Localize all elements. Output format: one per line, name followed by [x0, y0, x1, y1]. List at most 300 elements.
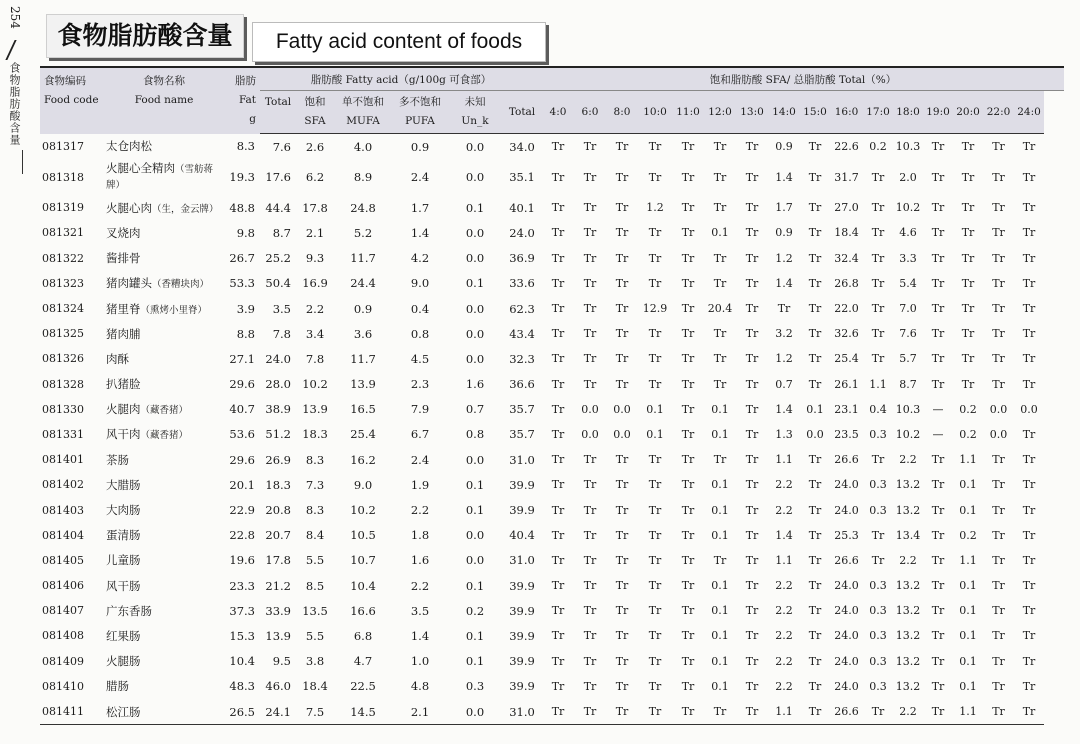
food-code-cell: 081319 — [42, 201, 84, 215]
sfa-component-cell: 0.3 — [869, 679, 887, 693]
sfa-component-cell: 0.1 — [711, 629, 729, 643]
sfa-component-cell: Tr — [745, 604, 759, 618]
pufa-cell: 6.7 — [410, 427, 430, 442]
mufa-cell: 25.4 — [350, 427, 376, 442]
sfa-component-cell: 26.6 — [834, 453, 859, 467]
sfa-cell: 7.5 — [296, 699, 334, 725]
pufa-cell: 9.0 — [410, 276, 430, 291]
sfa-cell: 18.4 — [302, 679, 328, 694]
sfa-component-cell: 0.3 — [869, 503, 887, 517]
sfa-component-cell: Tr — [863, 699, 893, 725]
pufa-cell: 0.8 — [410, 326, 430, 341]
sfa-component-cell: Tr — [992, 226, 1005, 240]
sfa-component-cell: Tr — [992, 377, 1005, 391]
total-fatty-acid-cell: 17.8 — [265, 553, 291, 568]
food-code-cell: 081406 — [42, 579, 84, 593]
sfa-component-cell: Tr — [871, 170, 885, 184]
sfa-component-cell: 13.2 — [895, 604, 921, 618]
sfa-component-cell: Tr — [615, 478, 629, 492]
sfa-total-percent-cell: 39.9 — [509, 503, 535, 518]
pufa-cell: 2.2 — [410, 503, 430, 518]
fat-cell: 22.9 — [229, 503, 255, 518]
sfa-component-cell: Tr — [736, 699, 768, 725]
sfa-total-percent-cell: 35.7 — [509, 427, 535, 442]
separator-slash — [5, 40, 16, 60]
unknown-cell: 0.1 — [465, 578, 485, 593]
fat-cell: 8.8 — [236, 326, 255, 341]
food-code-cell: 081328 — [42, 377, 84, 391]
food-name: 腊肠 — [106, 679, 129, 694]
sfa-component-cell: Tr — [1022, 427, 1036, 441]
food-name-cell — [104, 649, 224, 674]
unknown-cell: 0.0 — [465, 170, 485, 185]
table-row — [40, 523, 1064, 548]
total-fatty-acid-cell: 3.5 — [272, 301, 291, 316]
mufa-cell: 16.2 — [350, 452, 376, 467]
side-divider — [22, 150, 23, 174]
sfa-component-cell: 25.4 — [834, 352, 859, 366]
fat-cell: 15.3 — [229, 628, 255, 643]
sfa-component-cell: Tr — [583, 352, 597, 366]
page-side-strip — [0, 0, 34, 744]
pufa-cell: 1.4 — [410, 225, 430, 240]
fat-cell: 8.3 — [236, 139, 255, 154]
unknown-cell: 0.0 — [465, 452, 485, 467]
sfa-component-cell: Tr — [713, 352, 727, 366]
sfa-component-cell: Tr — [931, 579, 945, 593]
food-name-cell — [104, 447, 224, 472]
food-code-cell: 081321 — [42, 226, 84, 240]
sfa-component-cell: Tr — [1022, 352, 1036, 366]
food-name-cell — [104, 548, 224, 573]
sfa-component-cell: Tr — [1022, 579, 1036, 593]
sfa-component-cell: 23.1 — [834, 402, 859, 416]
header-fatty-acid-group: 脂肪酸 Fatty acid（g/100g 可食部） — [260, 67, 542, 91]
food-name: 火腿心肉 — [106, 200, 152, 215]
food-name-cell — [104, 397, 224, 422]
total-fatty-acid-cell: 7.8 — [272, 326, 291, 341]
sfa-component-cell: Tr — [648, 226, 662, 240]
unknown-cell: 0.0 — [465, 528, 485, 543]
sfa-component-cell: Tr — [931, 327, 945, 341]
food-name-cell — [104, 159, 224, 195]
sfa-component-cell: Tr — [745, 402, 759, 416]
sfa-component-cell: Tr — [1022, 654, 1036, 668]
header-c8-0: 8:0 — [606, 91, 638, 134]
sfa-component-cell: 3.3 — [899, 251, 917, 265]
sfa-component-cell: Tr — [583, 201, 597, 215]
sfa-component-cell: Tr — [681, 528, 695, 542]
food-name: 猪肉罐头 — [106, 276, 152, 291]
sfa-component-cell: Tr — [808, 478, 822, 492]
table-row — [40, 246, 1064, 271]
food-name: 叉烧肉 — [106, 225, 141, 240]
header-c4-0: 4:0 — [542, 91, 574, 134]
sfa-component-cell: 2.2 — [775, 579, 793, 593]
sfa-component-cell: Tr — [681, 377, 695, 391]
sfa-component-cell: Tr — [551, 251, 565, 265]
sfa-component-cell: Tr — [551, 503, 565, 517]
sfa-component-cell: Tr — [615, 276, 629, 290]
sfa-component-cell: 0.2 — [959, 402, 977, 416]
unknown-cell: 0.3 — [465, 679, 485, 694]
table-row — [40, 598, 1064, 623]
pufa-cell: 1.0 — [410, 654, 430, 669]
table-row — [40, 346, 1064, 371]
sfa-component-cell: 31.7 — [834, 170, 859, 184]
sfa-component-cell: Tr — [931, 377, 945, 391]
sfa-cell: 5.5 — [305, 628, 325, 643]
sfa-component-cell: Tr — [583, 302, 597, 316]
sfa-component-cell: Tr — [808, 654, 822, 668]
sfa-component-cell: 2.2 — [775, 679, 793, 693]
sfa-component-cell: 1.1 — [775, 553, 793, 567]
sfa-component-cell: 2.2 — [775, 629, 793, 643]
fat-cell: 40.7 — [229, 402, 255, 417]
sfa-component-cell: 0.1 — [711, 427, 729, 441]
sfa-component-cell: Tr — [808, 629, 822, 643]
sfa-component-cell: Tr — [745, 503, 759, 517]
sfa-component-cell: Tr — [551, 302, 565, 316]
mufa-cell: 11.7 — [350, 351, 376, 366]
sfa-component-cell: Tr — [961, 302, 975, 316]
sfa-component-cell: 2.2 — [775, 604, 793, 618]
total-fatty-acid-cell: 21.2 — [265, 578, 291, 593]
sfa-component-cell: Tr — [745, 427, 759, 441]
unknown-cell: 0.0 — [465, 351, 485, 366]
fat-cell: 27.1 — [229, 351, 255, 366]
sfa-cell: 8.4 — [305, 528, 325, 543]
sfa-component-cell: Tr — [992, 201, 1005, 215]
sfa-component-cell: 0.0 — [581, 402, 599, 416]
total-fatty-acid-cell: 38.9 — [265, 402, 291, 417]
food-code-cell: 081317 — [42, 139, 84, 153]
sfa-component-cell: Tr — [931, 140, 945, 154]
sfa-component-cell: 10.3 — [895, 402, 921, 416]
sfa-total-percent-cell: 31.0 — [509, 452, 535, 467]
header-c14-0: 14:0 — [768, 91, 800, 134]
sfa-component-cell: Tr — [583, 679, 597, 693]
food-name-cell — [104, 296, 224, 321]
food-name: 风干肠 — [106, 578, 141, 593]
header-c15-0: 15:0 — [800, 91, 830, 134]
fat-cell: 19.6 — [229, 553, 255, 568]
header-c13-0: 13:0 — [736, 91, 768, 134]
sfa-component-cell: 20.4 — [707, 302, 733, 316]
sfa-component-cell: 24.0 — [834, 478, 859, 492]
sfa-component-cell: Tr — [931, 170, 945, 184]
sfa-component-cell: 13.2 — [895, 503, 921, 517]
sfa-component-cell: Tr — [704, 699, 736, 725]
fat-cell: 29.6 — [229, 377, 255, 392]
table-row — [40, 372, 1064, 397]
sfa-component-cell: 0.1 — [711, 402, 729, 416]
sfa-component-cell: Tr — [713, 327, 727, 341]
food-name: 蛋清肠 — [106, 528, 141, 543]
food-name-cell — [104, 220, 224, 245]
sfa-component-cell: Tr — [551, 276, 565, 290]
mufa-cell: 10.5 — [350, 528, 376, 543]
sfa-component-cell: Tr — [745, 377, 759, 391]
unknown-cell: 0.7 — [465, 402, 485, 417]
sfa-cell: 7.8 — [305, 351, 325, 366]
sfa-component-cell: 2.2 — [899, 553, 917, 567]
food-name-note: （香糟块肉） — [152, 279, 210, 291]
fat-cell: 48.8 — [229, 200, 255, 215]
sfa-component-cell: Tr — [648, 453, 662, 467]
food-name-cell — [104, 321, 224, 346]
sfa-component-cell: Tr — [871, 226, 885, 240]
food-name-cell — [104, 497, 224, 522]
sfa-component-cell: Tr — [1022, 629, 1036, 643]
pufa-cell: 4.8 — [410, 679, 430, 694]
sfa-total-percent-cell: 24.0 — [509, 225, 535, 240]
sfa-component-cell: 0.1 — [806, 402, 824, 416]
sfa-component-cell: 1.2 — [775, 251, 793, 265]
sfa-component-cell: Tr — [961, 276, 975, 290]
header-c22-0: 22:0 — [983, 91, 1014, 134]
sfa-component-cell: Tr — [1022, 201, 1036, 215]
fat-cell: 22.8 — [229, 528, 255, 543]
sfa-component-cell: Tr — [551, 377, 565, 391]
sfa-component-cell: Tr — [961, 352, 975, 366]
header-c18-0: 18:0 — [893, 91, 923, 134]
sfa-component-cell: Tr — [931, 553, 945, 567]
sfa-component-cell: Tr — [923, 699, 953, 725]
sfa-component-cell: Tr — [713, 140, 727, 154]
food-code-cell: 081323 — [42, 276, 84, 290]
header-c6-0: 6:0 — [574, 91, 606, 134]
sfa-component-cell: Tr — [808, 170, 822, 184]
food-name-cell — [104, 699, 224, 725]
sfa-component-cell: Tr — [648, 276, 662, 290]
pufa-cell: 4.2 — [410, 251, 430, 266]
sfa-component-cell: 0.3 — [869, 579, 887, 593]
food-code-cell: 081411 — [40, 699, 104, 725]
sfa-total-percent-cell: 39.9 — [509, 628, 535, 643]
pufa-cell: 2.1 — [392, 699, 448, 725]
sfa-component-cell: Tr — [808, 553, 822, 567]
header-c12-0: 12:0 — [704, 91, 736, 134]
sfa-component-cell: Tr — [777, 302, 791, 316]
sfa-component-cell: 2.2 — [775, 503, 793, 517]
sfa-component-cell: Tr — [992, 478, 1005, 492]
sfa-component-cell: Tr — [992, 453, 1005, 467]
unknown-cell: 0.0 — [465, 553, 485, 568]
food-name: 酱排骨 — [106, 251, 141, 266]
sfa-component-cell: Tr — [551, 170, 565, 184]
sfa-component-cell: Tr — [615, 629, 629, 643]
sfa-component-cell: Tr — [681, 478, 695, 492]
fat-cell: 10.4 — [229, 654, 255, 669]
sfa-total-percent-cell: 39.9 — [509, 679, 535, 694]
unknown-cell: 0.1 — [465, 477, 485, 492]
sfa-cell: 7.3 — [305, 477, 325, 492]
fat-cell: 37.3 — [229, 603, 255, 618]
sfa-component-cell: Tr — [961, 327, 975, 341]
sfa-component-cell: 1.1 — [959, 553, 977, 567]
food-name: 大肉肠 — [106, 503, 141, 518]
header-food-name: 食物名称 Food name — [104, 67, 224, 134]
pufa-cell: 4.5 — [410, 351, 430, 366]
page-number: 254 — [8, 6, 22, 29]
sfa-component-cell: Tr — [583, 503, 597, 517]
sfa-component-cell: Tr — [615, 679, 629, 693]
sfa-component-cell: Tr — [1022, 528, 1036, 542]
sfa-component-cell: 10.2 — [895, 201, 921, 215]
fat-cell: 19.3 — [229, 170, 255, 185]
sfa-component-cell: Tr — [615, 528, 629, 542]
food-code-cell: 081330 — [42, 402, 84, 416]
mufa-cell: 16.5 — [350, 402, 376, 417]
sfa-component-cell: 1.1 — [869, 377, 887, 391]
sfa-component-cell: 0.0 — [613, 427, 631, 441]
sfa-component-cell: Tr — [871, 302, 885, 316]
food-name: 猪肉脯 — [106, 326, 141, 341]
sfa-component-cell: Tr — [681, 579, 695, 593]
sfa-component-cell: 0.1 — [646, 402, 664, 416]
sfa-component-cell: Tr — [745, 679, 759, 693]
sfa-cell: 2.1 — [305, 225, 325, 240]
sfa-cell: 13.9 — [302, 402, 328, 417]
total-fatty-acid-cell: 51.2 — [265, 427, 291, 442]
sfa-component-cell: Tr — [681, 654, 695, 668]
header-pufa: 多不饱和 PUFA — [392, 91, 448, 134]
sfa-component-cell: 22.6 — [834, 140, 859, 154]
sfa-component-cell: Tr — [808, 140, 822, 154]
sfa-total-percent-cell: 35.7 — [509, 402, 535, 417]
sfa-cell: 9.3 — [305, 251, 325, 266]
sfa-total-percent-cell: 39.9 — [509, 654, 535, 669]
sfa-cell: 10.2 — [302, 377, 328, 392]
table-row — [40, 422, 1064, 447]
food-name: 火腿肠 — [106, 654, 141, 669]
sfa-component-cell: 0.3 — [869, 427, 887, 441]
sfa-component-cell: 0.0 — [613, 402, 631, 416]
total-fatty-acid-cell: 25.2 — [265, 251, 291, 266]
sfa-component-cell: Tr — [808, 327, 822, 341]
sfa-component-cell: 0.1 — [711, 528, 729, 542]
sfa-component-cell: Tr — [961, 201, 975, 215]
food-code-cell: 081322 — [42, 251, 84, 265]
food-name-cell — [104, 598, 224, 623]
pufa-cell: 1.4 — [410, 628, 430, 643]
food-name: 肉酥 — [106, 351, 129, 366]
sfa-component-cell: Tr — [648, 503, 662, 517]
sfa-component-cell: Tr — [808, 302, 822, 316]
fat-cell: 53.6 — [229, 427, 255, 442]
sfa-cell: 6.2 — [305, 170, 325, 185]
sfa-component-cell: Tr — [551, 201, 565, 215]
sfa-component-cell: Tr — [583, 553, 597, 567]
food-code-cell: 081326 — [42, 352, 84, 366]
section-title-chinese: 食物脂肪酸含量 — [46, 14, 244, 58]
pufa-cell: 1.7 — [410, 200, 430, 215]
food-name-note: （生，金云牌） — [152, 203, 219, 215]
food-name: 猪里脊 — [106, 301, 141, 316]
table-row — [40, 472, 1064, 497]
unknown-cell: 0.1 — [465, 654, 485, 669]
food-name: 火腿心全精肉 — [106, 161, 175, 176]
sfa-component-cell: Tr — [992, 503, 1005, 517]
total-fatty-acid-cell: 18.3 — [265, 477, 291, 492]
sfa-component-cell: Tr — [615, 140, 629, 154]
total-fatty-acid-cell: 46.0 — [265, 679, 291, 694]
sfa-component-cell: 13.2 — [895, 679, 921, 693]
sfa-component-cell: 1.4 — [775, 402, 793, 416]
total-fatty-acid-cell: 28.0 — [265, 377, 291, 392]
sfa-component-cell: Tr — [992, 251, 1005, 265]
sfa-component-cell: 13.2 — [895, 478, 921, 492]
sfa-component-cell: Tr — [583, 478, 597, 492]
sfa-component-cell: Tr — [931, 604, 945, 618]
sfa-component-cell: Tr — [871, 528, 885, 542]
sfa-component-cell: Tr — [871, 352, 885, 366]
sfa-component-cell: Tr — [808, 201, 822, 215]
sfa-cell: 8.5 — [305, 578, 325, 593]
fat-cell: 23.3 — [229, 578, 255, 593]
mufa-cell: 22.5 — [350, 679, 376, 694]
header-c20-0: 20:0 — [953, 91, 983, 134]
sfa-component-cell: Tr — [648, 170, 662, 184]
sfa-total-percent-cell: 31.0 — [509, 553, 535, 568]
mufa-cell: 16.6 — [350, 603, 376, 618]
sfa-component-cell: Tr — [992, 302, 1005, 316]
sfa-component-cell: Tr — [1022, 377, 1036, 391]
mufa-cell: 24.4 — [350, 276, 376, 291]
sfa-component-cell: 0.1 — [959, 679, 977, 693]
sfa-component-cell: 0.3 — [869, 654, 887, 668]
unknown-cell: 0.8 — [465, 427, 485, 442]
sfa-component-cell: 0.1 — [711, 503, 729, 517]
sfa-component-cell: Tr — [583, 629, 597, 643]
sfa-component-cell: Tr — [808, 579, 822, 593]
sfa-component-cell: 1.3 — [775, 427, 793, 441]
sfa-component-cell: Tr — [681, 226, 695, 240]
sfa-component-cell: Tr — [992, 629, 1005, 643]
sfa-component-cell: Tr — [583, 251, 597, 265]
sfa-component-cell: 13.4 — [895, 528, 921, 542]
sfa-component-cell: Tr — [871, 453, 885, 467]
sfa-component-cell: 0.0 — [1020, 402, 1038, 416]
sfa-total-percent-cell: 43.4 — [509, 326, 535, 341]
sfa-cell: 2.6 — [305, 139, 325, 154]
sfa-component-cell: 26.6 — [830, 699, 863, 725]
sfa-component-cell: Tr — [871, 553, 885, 567]
sfa-component-cell: Tr — [992, 604, 1005, 618]
sfa-component-cell: 0.9 — [775, 140, 793, 154]
pufa-cell: 7.9 — [410, 402, 430, 417]
food-name: 茶肠 — [106, 452, 129, 467]
food-name-cell — [104, 134, 224, 160]
sfa-component-cell: Tr — [542, 699, 574, 725]
unknown-cell: 0.0 — [465, 326, 485, 341]
sfa-component-cell: 0.0 — [989, 402, 1008, 416]
section-title-english: Fatty acid content of foods — [252, 22, 546, 62]
sfa-component-cell: 24.0 — [834, 579, 859, 593]
food-name-cell — [104, 346, 224, 371]
sfa-component-cell: Tr — [992, 170, 1005, 184]
sfa-component-cell: Tr — [615, 453, 629, 467]
sfa-component-cell: 0.7 — [775, 377, 793, 391]
sfa-component-cell: 0.1 — [711, 579, 729, 593]
sfa-component-cell: Tr — [583, 579, 597, 593]
sfa-component-cell: Tr — [648, 579, 662, 593]
sfa-component-cell: 0.1 — [711, 679, 729, 693]
food-code-cell: 081410 — [42, 679, 84, 693]
sfa-component-cell: 0.3 — [869, 629, 887, 643]
sfa-component-cell: Tr — [1022, 327, 1036, 341]
